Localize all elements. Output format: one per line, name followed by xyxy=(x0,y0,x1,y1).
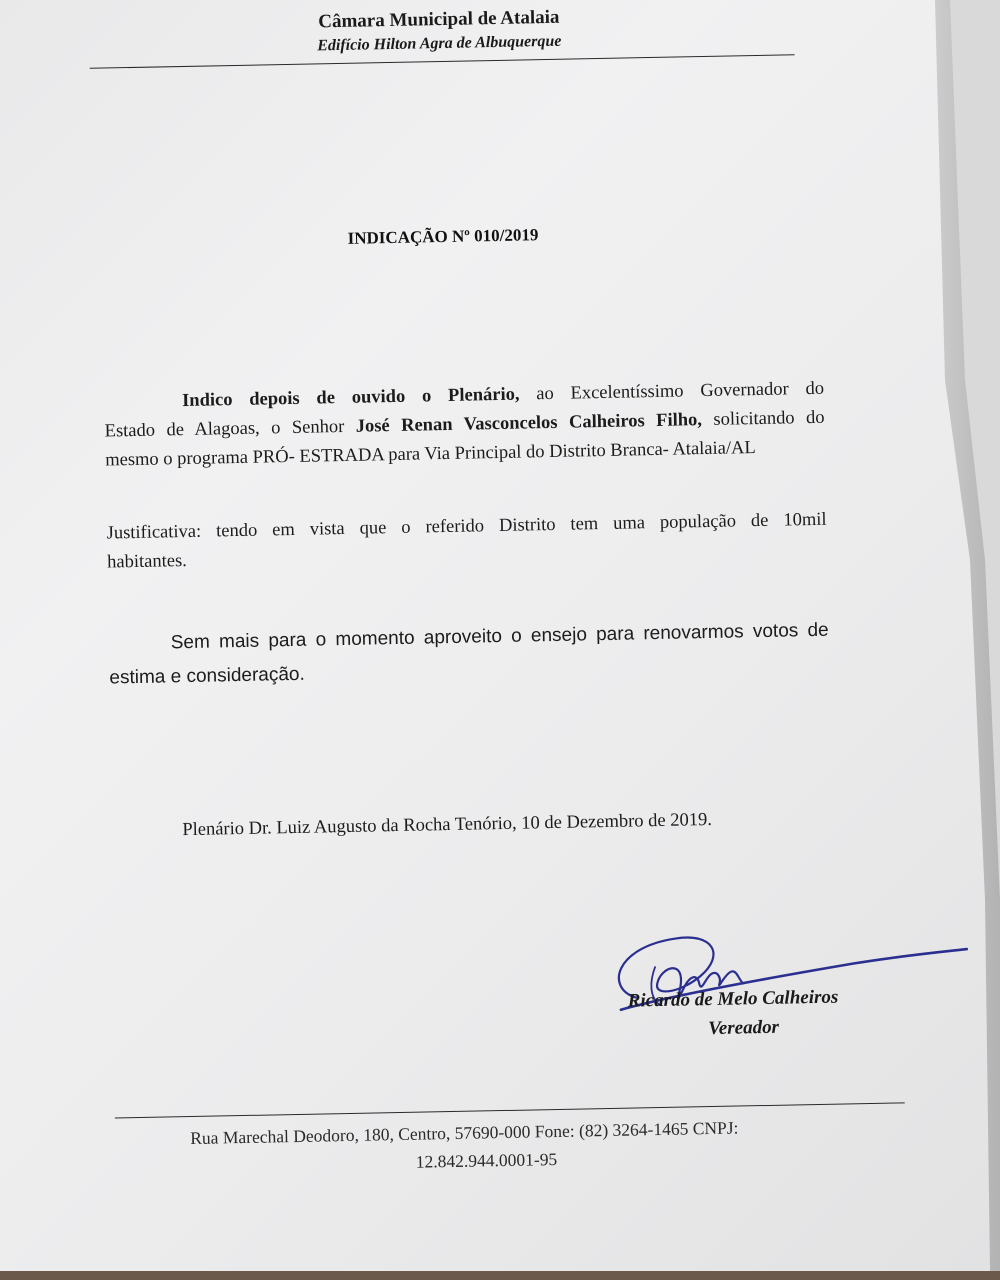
institution-name: Câmara Municipal de Atalaia xyxy=(318,6,560,33)
justification-line-2: habitantes. xyxy=(107,551,188,573)
signer-role: Vereador xyxy=(708,1016,780,1040)
request-recipient: ao Excelentíssimo Governador do xyxy=(519,378,825,405)
closing-text-1: Sem mais para o momento aproveito o ensejo para renovarmos votos de xyxy=(170,619,829,654)
closing-line-2: estima e consideração. xyxy=(109,663,305,689)
justification-paragraph xyxy=(106,506,827,578)
request-line-3: mesmo o programa PRÓ- ESTRADA para Via Principal do Distrito Branca- Atalaia/AL xyxy=(105,438,756,471)
justification-line-1: Justificativa: tendo em vista que o referido Distrito tem uma população de 10mil xyxy=(106,509,827,544)
request-paragraph xyxy=(104,375,826,476)
document-title: INDICAÇÃO Nº 010/2019 xyxy=(347,225,539,248)
request-soliciting: solicitando do xyxy=(701,407,825,431)
request-state: Estado de Alagoas, o Senhor xyxy=(104,416,356,442)
building-name: Edifício Hilton Agra de Albuquerque xyxy=(317,32,562,55)
footer-cnpj: 12.842.944.0001-95 xyxy=(415,1149,558,1172)
header-divider xyxy=(90,54,795,69)
governor-name: José Renan Vasconcelos Calheiros Filho, xyxy=(355,410,703,437)
footer-address: Rua Marechal Deodoro, 180, Centro, 57690-000 Fone: (82) 3264-1465 CNPJ: xyxy=(190,1117,739,1149)
request-opening: Indico depois de ouvido o Plenário, xyxy=(181,384,520,412)
signer-name: Ricardo de Melo Calheiros xyxy=(627,986,839,1012)
place-and-date: Plenário Dr. Luiz Augusto da Rocha Tenório, 10 de Dezembro de 2019. xyxy=(182,809,713,841)
closing-paragraph xyxy=(108,614,829,696)
